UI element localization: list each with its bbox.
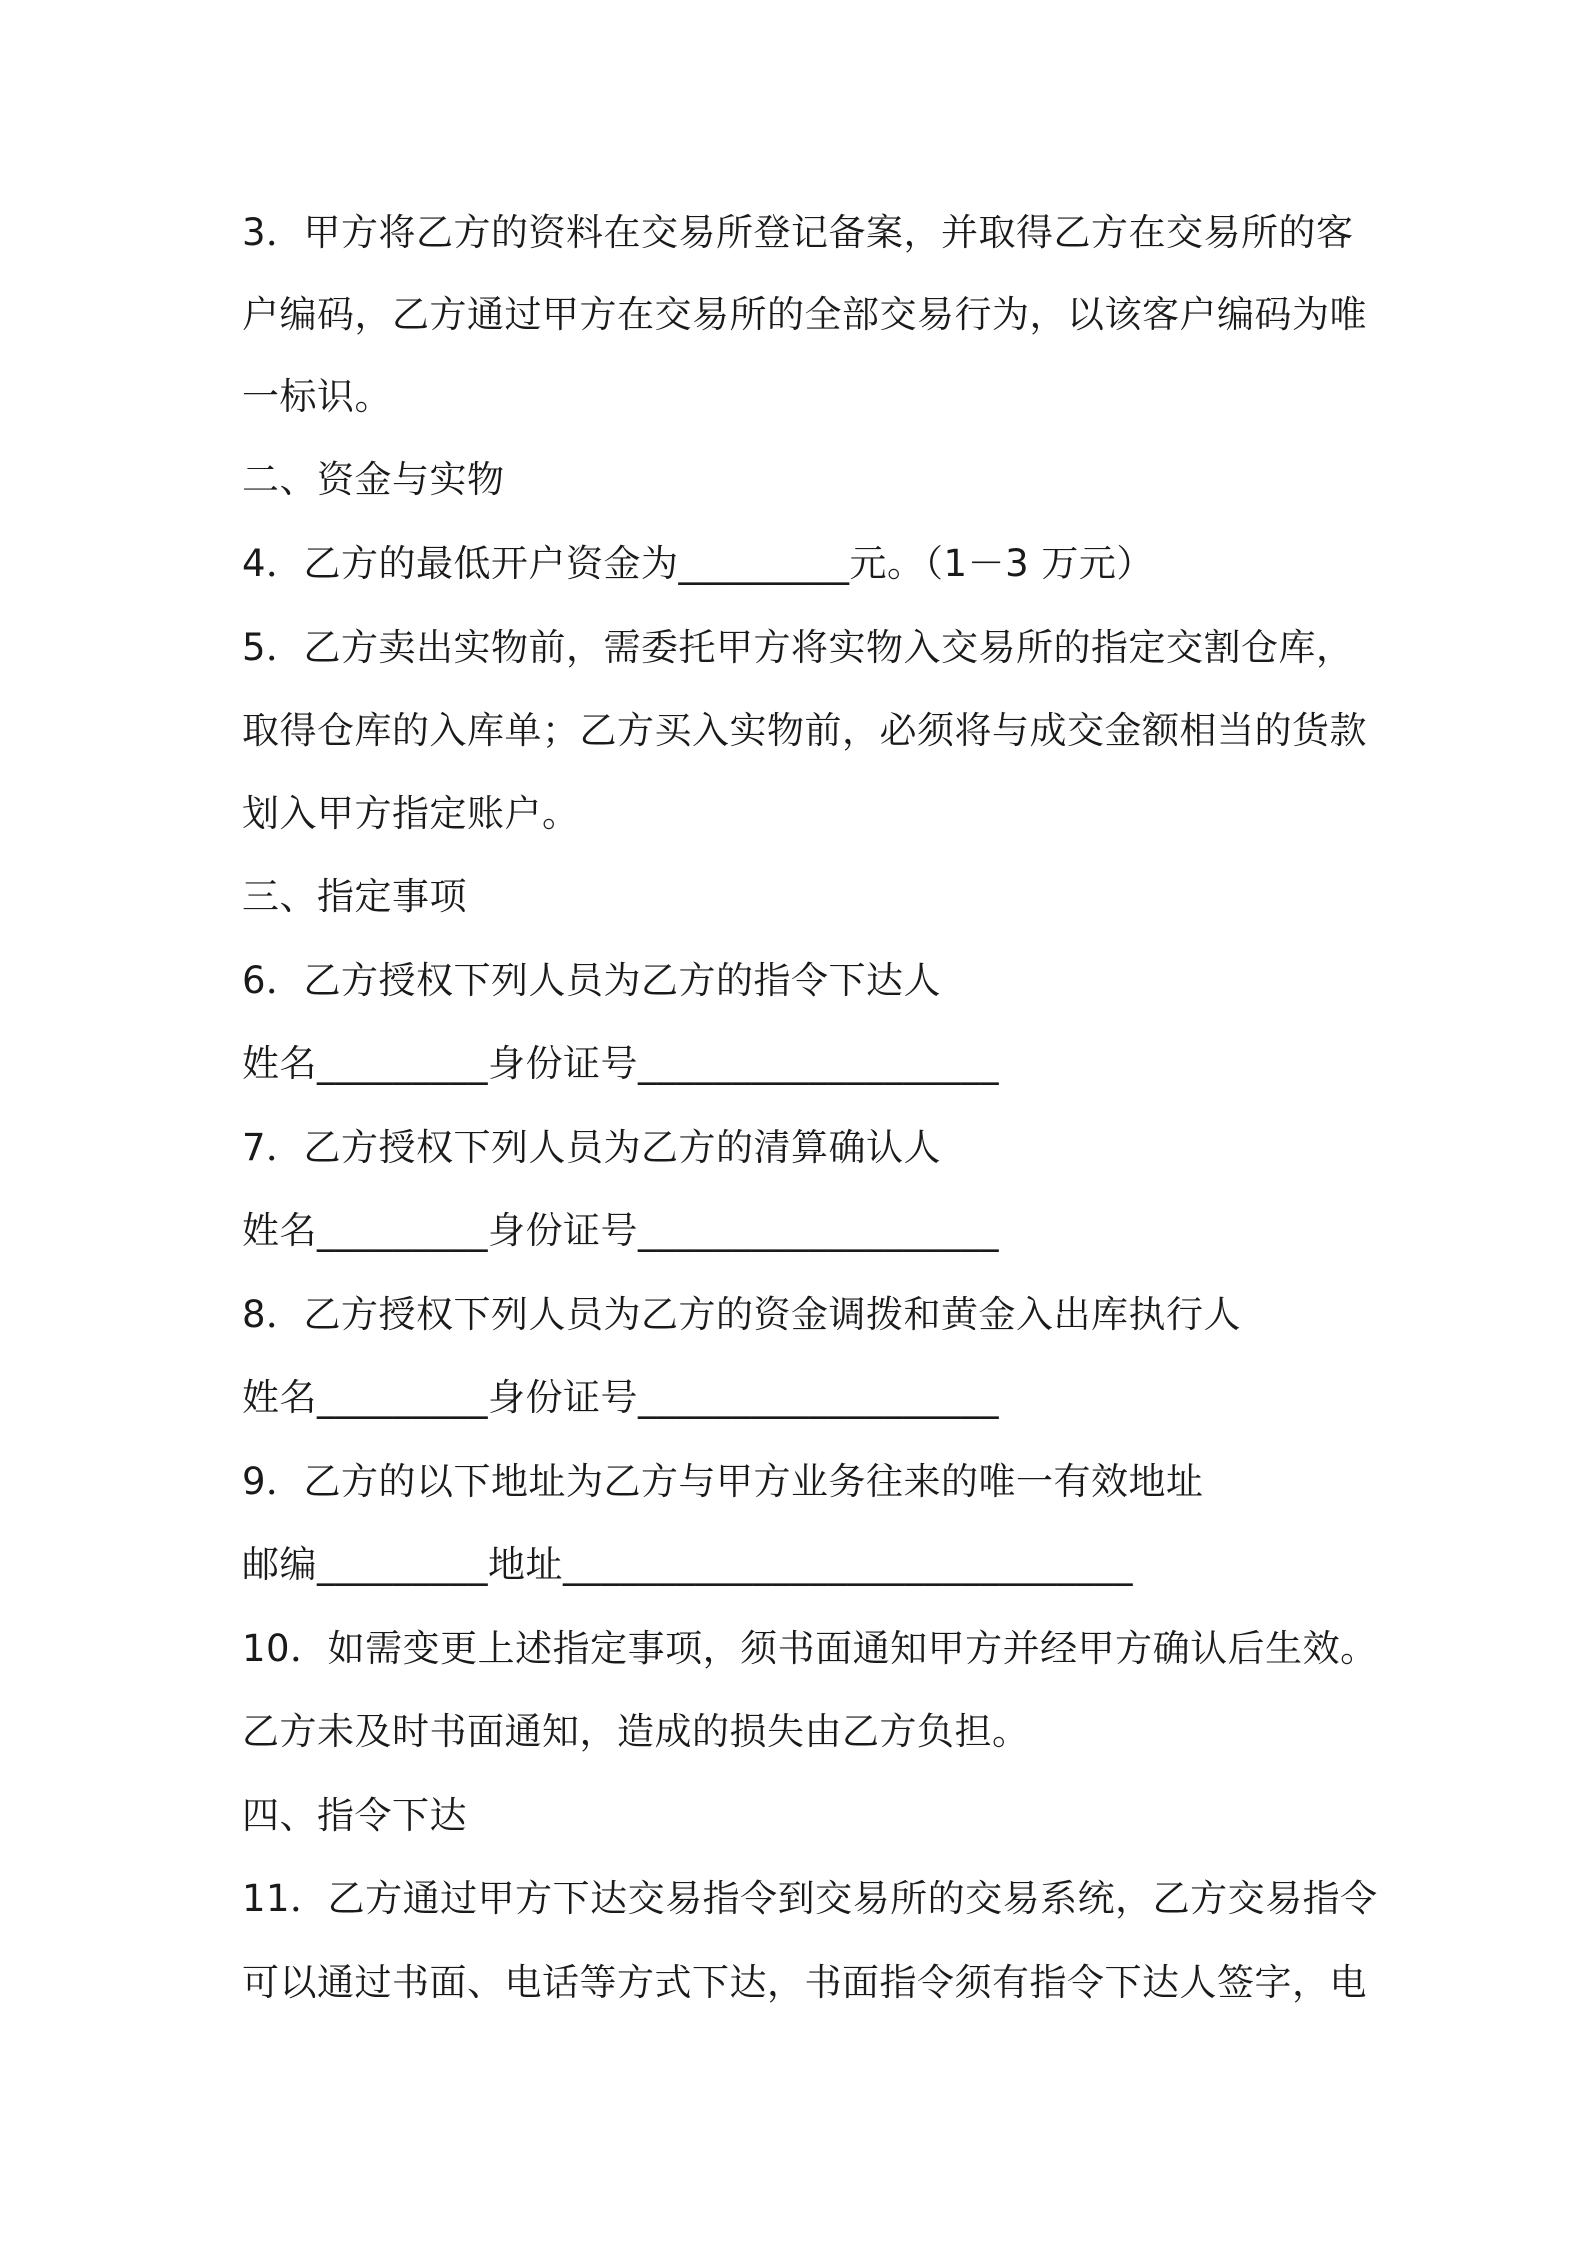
clause-5-line-3: 划入甲方指定账户。 — [242, 792, 580, 835]
clause-3-line-2: 户编码，乙方通过甲方在交易所的全部交易行为，以该客户编码为唯 — [242, 293, 1367, 336]
clause-6-fill-line: 姓名_________身份证号___________________ — [242, 1042, 999, 1085]
section-heading-instructions: 四、指令下达 — [242, 1794, 467, 1837]
clause-11-line-1: 11．乙方通过甲方下达交易指令到交易所的交易系统，乙方交易指令 — [242, 1877, 1378, 1920]
clause-4-line-1: 4．乙方的最低开户资金为_________元。（1－3 万元） — [242, 542, 1154, 585]
clause-8-fill-line: 姓名_________身份证号___________________ — [242, 1376, 999, 1419]
clause-5-line-1: 5．乙方卖出实物前，需委托甲方将实物入交易所的指定交割仓库， — [242, 626, 1354, 669]
clause-9-line-1: 9．乙方的以下地址为乙方与甲方业务往来的唯一有效地址 — [242, 1460, 1204, 1503]
section-heading-funds: 二、资金与实物 — [242, 458, 505, 501]
clause-6-line-1: 6．乙方授权下列人员为乙方的指令下达人 — [242, 959, 942, 1002]
section-heading-designations: 三、指定事项 — [242, 875, 467, 918]
clause-11-line-2: 可以通过书面、电话等方式下达，书面指令须有指令下达人签字，电 — [242, 1961, 1367, 2004]
clause-8-line-1: 8．乙方授权下列人员为乙方的资金调拨和黄金入出库执行人 — [242, 1293, 1242, 1336]
clause-10-line-1: 10．如需变更上述指定事项，须书面通知甲方并经甲方确认后生效。 — [242, 1627, 1378, 1670]
clause-7-fill-line: 姓名_________身份证号___________________ — [242, 1209, 999, 1252]
clause-7-line-1: 7．乙方授权下列人员为乙方的清算确认人 — [242, 1126, 942, 1169]
clause-5-line-2: 取得仓库的入库单；乙方买入实物前，必须将与成交金额相当的货款 — [242, 709, 1367, 752]
clause-3-line-1: 3．甲方将乙方的资料在交易所登记备案，并取得乙方在交易所的客 — [242, 211, 1354, 254]
clause-3-line-3: 一标识。 — [242, 375, 392, 418]
clause-10-line-2: 乙方未及时书面通知，造成的损失由乙方负担。 — [242, 1710, 1030, 1753]
clause-9-fill-line: 邮编_________地址______________________________ — [242, 1543, 1133, 1586]
